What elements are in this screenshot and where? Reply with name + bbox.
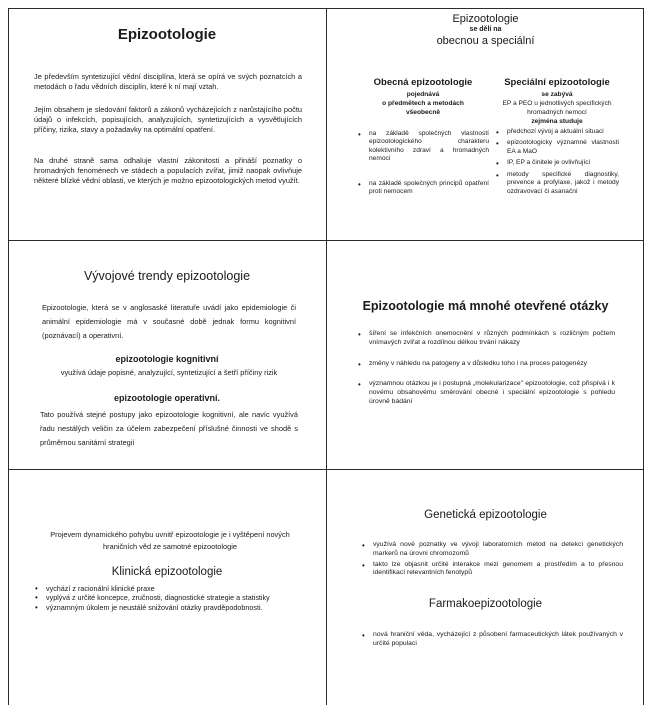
special-column-title: Speciální epizootologie (504, 77, 610, 88)
list-item: • nová hraniční věda, vycházející z působení farmaceutických látek používaných v určité populaci (361, 631, 623, 649)
slide-3-paragraph-1: Epizootologie, která se v anglosaské literatuře uvádí jako epidemiologie či animální epidemiologie má v současné době jednak formu kognitivní (poznávací) a operativní. (42, 303, 296, 341)
special-column-sub-1: se zabývá (541, 91, 573, 98)
special-column-sub-3: zejména studuje (531, 117, 583, 125)
list-item: • změny v náhledu na patogeny a v důsledku toho i na proces patogenézy (357, 360, 615, 369)
list-item: • IP, EP a činitele je ovlivňující (495, 159, 619, 168)
general-column-sub-3: všeobecně (405, 108, 441, 116)
general-column-sub-2: o předmětech a metodách (382, 99, 464, 107)
list-item: • šíření se infekčních onemocnění v různých podmínkách s rozličným počtem vnímavých zvířat a rozdílnou délkou trvání nákazy (357, 330, 615, 348)
slide-3 (8, 241, 326, 469)
slide-5 (8, 470, 326, 705)
slide-6-title-pharmaco: Farmakoepizootologie (428, 598, 543, 610)
slide-3-subtitle-operative: epizootologie operativní. (113, 393, 220, 403)
slide-2-title-line-2: se dělí na (469, 26, 502, 33)
general-column-title: Obecná epizootologie (373, 77, 473, 88)
slide-grid (8, 8, 644, 705)
general-epizootology-column (357, 77, 489, 197)
special-epizootology-column (495, 77, 619, 197)
list-item: • významnou otázkou je i postupná „molekularizace" epizootologie, což přispívá i k novému obsahovému směrování obecné i speciální epizootologie s pohledu úrovně bádání (357, 380, 615, 406)
slide-2-title-line-1: Epizootologie (452, 13, 519, 25)
slide-3-paragraph-3: Tato používá stejné postupy jako epizootologie kognitivní, ale navíc využívá řadu nestálých veličin za účelem zabezpečení příslušné činnosti ve shodě s průměrnou sanitární strategií (40, 410, 298, 448)
slide-5-subtitle: Klinická epizootologie (111, 566, 223, 578)
slide-5-list (34, 584, 296, 612)
slide-1 (8, 8, 326, 240)
slide-4-list (357, 330, 615, 419)
list-item: • epizootologicky významné vlastnosti EA a MaO (495, 139, 619, 156)
slide-1-paragraph-2: Jejím obsahem je sledování faktorů a zákonů vycházejících z narůstajícího počtu údajů o infekcích, popisujících, analyzujících, syntetizujících a vysvětlujících příčiny, rizika, stavy a požadavky na optimální opatření. (34, 105, 302, 134)
slide-6-title-genetic: Genetická epizootologie (424, 509, 547, 521)
special-column-list (495, 128, 619, 197)
special-column-sub-2: EP a PEO u jednotlivých specifických hromadných nemocí (502, 99, 612, 116)
list-item: • vyplývá z určité koncepce, zručnosti, diagnostické strategie a statistiky (34, 593, 296, 602)
slide-1-paragraph-1: Je především syntetizující vědní disciplína, která se opírá ve svých poznatcích a metodách o řadu vědních disciplín, které k ní mají vztah. (34, 72, 302, 91)
slide-5-intro: Projevem dynamického pohybu uvnitř epizootologie je i vyštěpení nových hraničních věd ze samotné epizootologie (50, 530, 290, 551)
list-item: • předchozí vývoj a aktuální situaci (495, 128, 619, 137)
list-item: • metody specifické diagnostiky, prevence a profylaxe, jakož i metody ozdravovací či asanační (495, 171, 619, 197)
list-item: • na základě společných vlastností epizootologického charakteru kolektivního zdraví a hromadných nemocí (357, 130, 489, 164)
list-item: • na základě společných principů opatření proti nemocem (357, 180, 489, 197)
general-column-list (357, 130, 489, 197)
slide-6-list-pharmaco (361, 631, 623, 651)
general-column-sub-1: pojednává (406, 91, 440, 98)
slide-4 (327, 241, 644, 469)
slide-3-subtitle-cognitive: epizootologie kognitivní (115, 354, 219, 364)
slide-6-list-genetic (361, 541, 623, 580)
slide-1-paragraph-3: Na druhé straně sama odhaluje vlastní zákonitosti a přináší poznatky o hromadných fenoménech ve stádech a populacích zvířat, jimiž naopak ovlivňuje některé blízké vědní oblasti, ve kterých je možno epizootologických metod využít. (34, 156, 302, 185)
slide-3-paragraph-2: využívá údaje popisné, analyzující, syntetizující a šetří příčiny rizik (60, 368, 278, 377)
slide-4-title: Epizootologie má mnohé otevřené otázky (362, 299, 609, 313)
list-item: • vychází z racionální klinické praxe (34, 584, 296, 593)
slide-6 (327, 470, 644, 705)
list-item: • využívá nové poznatky ve vývoji laboratorních metod na detekci genetických markerů na úrovni chromozomů (361, 541, 623, 559)
list-item: • významným úkolem je neustálé snižování otázky pravděpodobnosti. (34, 603, 296, 612)
slide-3-title: Vývojové trendy epizootologie (83, 269, 251, 283)
slide-2 (327, 8, 644, 240)
slide-1-title: Epizootologie (117, 26, 217, 43)
slide-2-title-line-3: obecnou a speciální (436, 35, 535, 47)
list-item: • takto lze objasnit určité interakce mezi genomem a prostředím a to přesnou identifikací relevantních fenotypů (361, 561, 623, 579)
